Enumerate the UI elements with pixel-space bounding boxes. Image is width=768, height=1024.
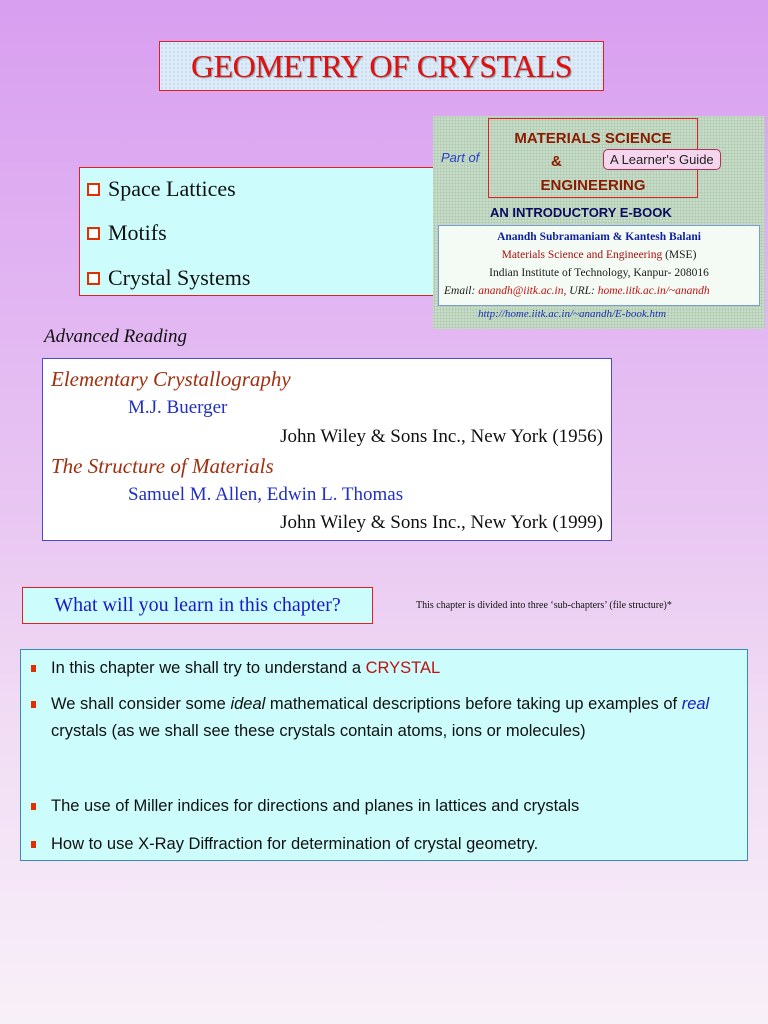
ebook-url-link[interactable]: http://home.iitk.ac.in/~anandh/E-book.htm: [478, 308, 667, 320]
bullet-italic-blue: real: [681, 695, 710, 713]
ebook-part-of: Part of: [441, 150, 480, 165]
bullet-italic: ideal: [230, 695, 266, 713]
email-link[interactable]: anandh@iitk.ac.in,: [478, 285, 567, 297]
bullet-text: mathematical descriptions before taking up examples of: [265, 695, 682, 713]
ebook-panel: [433, 116, 765, 329]
url-label: URL:: [569, 285, 595, 297]
learn-heading-box: [22, 587, 373, 624]
ebook-dept: [439, 249, 759, 261]
reference-publisher: John Wiley & Sons Inc., New York (1999): [280, 512, 603, 533]
bullet-text: We shall consider some: [51, 695, 231, 713]
learning-bullets-box: [20, 649, 748, 861]
page-title: GEOMETRY OF CRYSTALS: [191, 47, 572, 84]
bullet-text: How to use X-Ray Diffraction for determination of crystal geometry.: [51, 835, 539, 853]
ebook-authors: Anandh Subramaniam & Kantesh Balani: [497, 231, 701, 243]
list-item: [51, 831, 737, 858]
checkbox-bullet-icon: [87, 272, 100, 285]
list-item: [51, 655, 737, 682]
email-label: Email:: [444, 285, 476, 297]
topic-label: Crystal Systems: [108, 265, 251, 290]
topic-label: Space Lattices: [108, 176, 236, 201]
topic-item: [87, 176, 236, 202]
bullet-text: crystals (as we shall see these crystals contain atoms, ions or molecules): [51, 722, 586, 740]
references-box: [42, 358, 612, 541]
reference-title: Elementary Crystallography: [51, 367, 291, 391]
ebook-contact: [444, 285, 759, 297]
reference-publisher: John Wiley & Sons Inc., New York (1956): [280, 426, 603, 447]
ebook-mse-amp: &: [551, 153, 562, 170]
bullet-text: The use of Miller indices for directions and planes in lattices and crystals: [51, 797, 580, 815]
checkbox-bullet-icon: [87, 227, 100, 240]
ebook-intro: AN INTRODUCTORY E-BOOK: [490, 205, 672, 220]
topic-item: [87, 220, 167, 246]
subchapter-note: This chapter is divided into three ‘sub-chapters’ (file structure)*: [416, 600, 672, 611]
ebook-info-box: [438, 225, 760, 306]
ebook-mse-line1: MATERIALS SCIENCE: [514, 130, 672, 147]
title-box: [159, 41, 604, 91]
bullet-text: In this chapter we shall try to understand a: [51, 659, 366, 677]
learn-heading: What will you learn in this chapter?: [54, 594, 341, 616]
ebook-guide-badge: A Learner's Guide: [603, 149, 721, 170]
bullet-highlight: CRYSTAL: [365, 659, 441, 677]
list-item: [51, 793, 737, 820]
reference-author: Samuel M. Allen, Edwin L. Thomas: [128, 484, 404, 505]
list-item: [51, 691, 737, 745]
advanced-reading-label: Advanced Reading: [44, 326, 187, 347]
reference-title: The Structure of Materials: [51, 454, 274, 478]
topic-label: Motifs: [108, 220, 167, 245]
topics-box: [79, 167, 450, 296]
topic-item: [87, 265, 250, 291]
ebook-dept-abbr: (MSE): [662, 249, 697, 261]
ebook-mse-line3: ENGINEERING: [540, 177, 646, 194]
reference-author: M.J. Buerger: [128, 397, 228, 418]
ebook-institute: Indian Institute of Technology, Kanpur- 208016: [489, 267, 709, 279]
checkbox-bullet-icon: [87, 183, 100, 196]
ebook-dept-name: Materials Science and Engineering: [501, 249, 663, 261]
url-link[interactable]: home.iitk.ac.in/~anandh: [597, 285, 710, 297]
